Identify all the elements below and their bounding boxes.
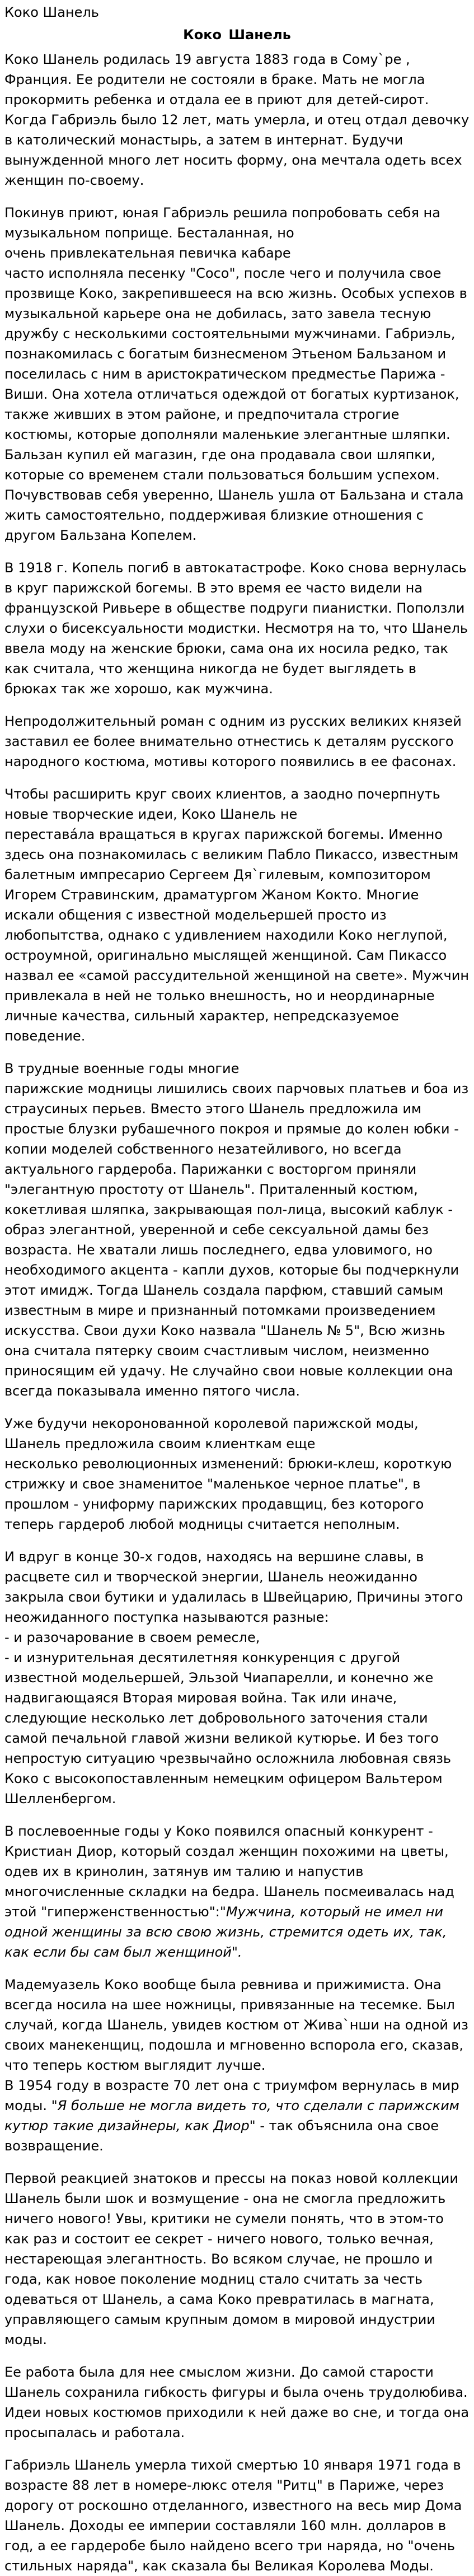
quote-text: "Я больше не могла видеть то, что сделали с парижским кутюр такие дизайнеры, как Диор" bbox=[4, 2098, 459, 2134]
paragraph-text: Непродолжительный роман с одним из русских великих князей заставил ее более внимательно отнестись к деталям русского народного костюма, мотивы которого появились в ее фасонах. bbox=[4, 713, 462, 769]
paragraph-text: Покинув приют, юная Габриэль решила попробовать себя на музыкальном поприще. Бесталанная, но очень привлекательная певичка кабаре часто исполняла песенку "Coco", после чего и получила свое прозвище Коко, закрепившееся на всю жизнь. Особых успехов в музыкальной карьере она не добилась, зато завела тесную дружбу с несколькими состоятельными мужчинами. Габриэль, познакомилась с богатым бизнесменом Этьеном Бальзаном и поселилась с ним в аристократическом предместье Парижа - Виши. Она хотела отличаться одеждой от богатых куртизанок, также живших в этом районе, и предпочитала строгие костюмы, которые дополняли маленькие элегантные шляпки. Бальзан купил ей магазин, где она продавала свои шляпки, которые со временем стали пользоваться большим успехом. Почувствовав себя уверенно, Шанель ушла от Бальзана и стала жить самостоятельно, поддерживая близкие отношения с другом Бальзана Копелем. bbox=[4, 205, 467, 543]
paragraph-text: В 1918 г. Копель погиб в автокатастрофе. Коко снова вернулась в круг парижской богемы. В это время ее часто видели на французской Ривьере в обществе подруги пианистки. Поползли слухи о бисексуальности модистки. Несмотря на то, что Шанель ввела моду на женские брюки, сама она их носила редко, так как считала, что женщина никогда не будет выглядеть в брюках так же хорошо, как мужчина. bbox=[4, 560, 468, 697]
article-paragraph bbox=[4, 784, 470, 1046]
article-paragraph bbox=[4, 1821, 470, 1962]
paragraph-text: Первой реакцией знатоков и прессы на показ новой коллекции Шанель были шок и возмущение - она не смогла предложить ничего нового! Увы, критики не сумели понять, что в этом-то как раз и состоит ее секрет - ничего нового, только вечная, нестареющая элегантность. Во всяком случае, не прошло и года, как новое поколение модниц стало считать за честь одеваться от Шанель, а сама Коко превратилась в магната, управляющего самым крупным домом в мировой индустрии моды. bbox=[4, 2171, 458, 2348]
article-paragraph bbox=[4, 1058, 470, 1401]
paragraph-text: Коко Шанель родилась 19 августа 1883 года в Сому`ре , Франция. Ее родители не состояли в браке. Мать не могла прокормить ребенка и отдала ее в приют для детей-сирот. Когда Габриэль было 12 лет, мать умерла, и отец отдал девочку в католический монастырь, а затем в интернат. Будучи вынужденной много лет носить форму, она мечтала одеть всех женщин по-своему. bbox=[4, 52, 470, 188]
article-paragraph bbox=[4, 2455, 470, 2576]
article-paragraph bbox=[4, 49, 470, 190]
paragraph-text: Габриэль Шанель умерла тихой смертью 10 января 1971 года в возрасте 88 лет в номере-люкс отеля "Ритц" в Париже, через дорогу от роскошно отделанного, известного на весь мир Дома Шанель. Доходы ее империи составляли 160 млн. долларов в год, а ее гардеробе было найдено всего три наряда, но "очень стильных наряда", как сказала бы Великая Королева Моды. bbox=[4, 2457, 462, 2574]
article-paragraph bbox=[4, 558, 470, 699]
page-header-title: Коко Шанель bbox=[4, 4, 99, 20]
paragraph-text: - так объяснила она свое возвращение. bbox=[4, 2118, 439, 2154]
article-paragraph bbox=[4, 203, 470, 545]
paragraph-text: Ее работа была для нее смыслом жизни. До самой старости Шанель сохранила гибкость фигуры и была очень трудолюбива. Идеи новых костюмов приходили к ней даже во сне, и тогда она просыпалась и работала. bbox=[4, 2364, 470, 2440]
article-paragraph bbox=[4, 1975, 470, 2156]
article-paragraph bbox=[4, 1547, 470, 1809]
paragraph-text: Мадемуазель Коко вообще была ревнива и прижимиста. Она всегда носила на шее ножницы, привязанные на тесемке. Был случай, когда Шанель, увидев костюм от Жива`нши на одной из своих манекенщиц, подошла и мгновенно вспорола его, сказав, что теперь костюм выглядит лучше. В 1954 году в возрасте 70 лет она с триумфом вернулась в мир моды. bbox=[4, 1977, 468, 2113]
paragraph-text: И вдруг в конце 30-х годов, находясь на вершине славы, в расцвете сил и творческой энергии, Шанель неожиданно закрыла свои бутики и удалилась в Швейцарию, Причины этого неожиданного поступка называются разные: - и разочарование в своем ремесле, - и изнурительная десятилетняя конкуренция с другой известной модельершей, Эльзой Чиапарелли, и конечно же надвигающаяся Вторая мировая война. Так или иначе, следующие несколько лет добровольного заточения стали самой печальной главой жизни великой кутюрье. И без того непростую ситуацию чрезвычайно осложнила любовная связь Коко с высокопоставленным немецким офицером Вальтером Шелленбергом. bbox=[4, 1549, 463, 1807]
paragraph-text: Уже будучи некоронованной королевой парижской моды, Шанель предложила своим клиенткам еще несколько революционных изменений: брюки-клеш, короткую стрижку и свое знаменитое "маленькое черное платье", в прошлом - униформу парижских продавщиц, без которого теперь гардероб любой модницы считается неполным. bbox=[4, 1416, 452, 1532]
quote-text: "Мужчина, который не имел ни одной женщины за всю свою жизнь, стремится одеть их, так, как если бы сам был женщиной". bbox=[4, 1904, 447, 1960]
paragraph-text: В послевоенные годы у Коко появился опасный конкурент - Кристиан Диор, который создал женщин похожими на цветы, одев их в кринолин, затянув им талию и напустив многочисленные складки на бедра. Шанель посмеивалась над этой "гиперженственностью": bbox=[4, 1823, 454, 1920]
article-paragraph bbox=[4, 711, 470, 772]
article-paragraph bbox=[4, 2168, 470, 2350]
article-title: Коко Шанель bbox=[183, 27, 291, 43]
article-paragraph bbox=[4, 2362, 470, 2443]
paragraph-text: Чтобы расширить круг своих клиентов, а заодно почерпнуть новые творческие идеи, Коко Шанель не перестава́ла вращаться в кругах парижской богемы. Именно здесь она познакомилась с великим Пабло Пикассо, известным балетным импресарио Сергеем Дя`гилевым, композитором Игорем Стравинским, драматургом Жаном Кокто. Многие искали общения с известной модельершей просто из любопытства, однако с удивлением находили Коко неглупой, остроумной, оригинально мыслящей женщиной. Сам Пикассо назвал ее «самой рассудительной женщиной на свете». Мужчин привлекала в ней не только внешность, но и неординарные личные качества, сильный характер, непредсказуемое поведение. bbox=[4, 786, 470, 1044]
paragraph-text: В трудные военные годы многие парижские модницы лишились своих парчовых платьев и боа из страусиных перьев. Вместо этого Шанель предложила им простые блузки рубашечного покроя и прямые до колен юбки - копии моделей собственного незатейливого, но всегда актуального гардероба. Парижанки с восторгом приняли "элегантную простоту от Шанель". Приталенный костюм, кокетливая шляпка, закрывающая пол-лица, высокий каблук - образ элегантной, уверенной и себе сексуальной дамы без возраста. Не хватали лишь последнего, едва уловимого, но необходимого акцента - капли духов, которые бы подчеркнули этот имидж. Тогда Шанель создала парфюм, ставший самым известным в мире и признанный потомками произведением искусства. Свои духи Коко назвала "Шанель № 5", Всю жизнь она считала пятерку своим счастливым числом, неизменно приносящим ей удачу. Не случайно свои новые коллекции она всегда показывала именно пятого числа. bbox=[4, 1061, 469, 1399]
article-body bbox=[4, 49, 470, 2576]
article-paragraph bbox=[4, 1413, 470, 1534]
